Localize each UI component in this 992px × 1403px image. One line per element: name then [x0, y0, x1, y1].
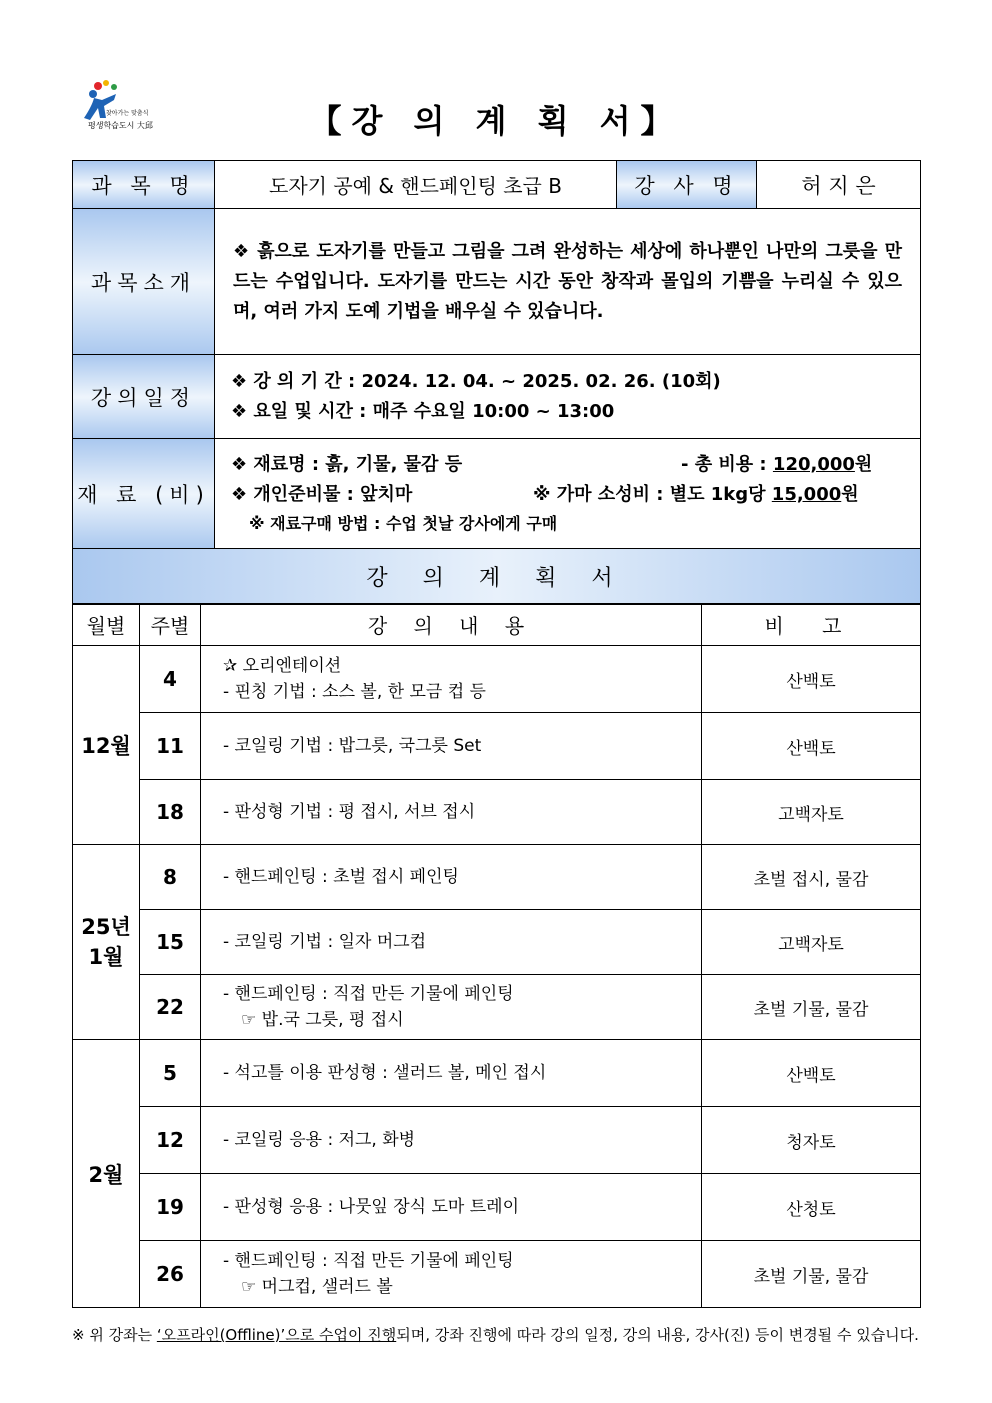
week-cell: 18 — [140, 780, 201, 845]
course-info-table — [72, 160, 921, 605]
week-cell: 5 — [140, 1040, 201, 1107]
personal-items: ❖ 개인준비물 : 앞치마 — [231, 483, 413, 505]
note-cell: 산백토 — [702, 713, 921, 780]
content-line: - 코일링 기법 : 일자 머그컵 — [201, 910, 702, 975]
table-row — [73, 1107, 921, 1174]
kiln-fee-value: 15,000 — [771, 483, 842, 505]
plan-section-title: 강 의 계 획 서 — [73, 549, 921, 605]
table-row — [73, 845, 921, 910]
table-row — [73, 646, 921, 713]
footer-suffix: 되며, 강좌 진행에 따라 강의 일정, 강의 내용, 강사(진) 등이 변경될 수 있습니다. — [396, 1326, 919, 1344]
content-line: - 석고틀 이용 판성형 : 샐러드 볼, 메인 접시 — [201, 1040, 702, 1107]
content-line: ✰ 오리엔테이션 — [223, 656, 342, 676]
week-cell: 15 — [140, 910, 201, 975]
schedule-time: ❖ 요일 및 시간 : 매주 수요일 10:00 ~ 13:00 — [231, 400, 615, 422]
content-line: ☞ 밥.국 그릇, 평 접시 — [241, 1010, 404, 1030]
kiln-fee-unit: 원 — [841, 483, 859, 505]
subject-value: 도자기 공예 & 핸드페인팅 초급 B — [215, 161, 617, 209]
total-cost-unit: 원 — [854, 453, 873, 475]
schedule-period: ❖ 강 의 기 간 : 2024. 12. 04. ~ 2025. 02. 26. (10회) — [231, 370, 721, 392]
content-line: - 핸드페인팅 : 직접 만든 기물에 페인팅 — [223, 984, 514, 1004]
logo-name: 평생학습도시 大邱 — [88, 121, 153, 130]
note-cell: 초벌 접시, 물감 — [702, 845, 921, 910]
month-cell: 2월 — [73, 1040, 140, 1308]
note-cell: 초벌 기물, 물감 — [702, 1241, 921, 1308]
table-row — [73, 1174, 921, 1241]
week-cell: 8 — [140, 845, 201, 910]
note-cell: 고백자토 — [702, 780, 921, 845]
intro-label: 과목소개 — [73, 209, 215, 355]
table-row — [73, 780, 921, 845]
week-cell: 11 — [140, 713, 201, 780]
content-line: - 판성형 기법 : 평 접시, 서브 접시 — [201, 780, 702, 845]
schedule-label: 강의일정 — [73, 355, 215, 439]
page-title: 【강 의 계 획 서】 — [309, 102, 683, 140]
header-month: 월별 — [73, 604, 140, 646]
note-cell: 초벌 기물, 물감 — [702, 975, 921, 1040]
month-cell: 25년 1월 — [73, 845, 140, 1040]
purchase-method: ※ 재료구매 방법 : 수업 첫날 강사에게 구매 — [249, 513, 558, 533]
week-cell: 26 — [140, 1241, 201, 1308]
subject-label: 과 목 명 — [73, 161, 215, 209]
content-line: ☞ 머그컵, 샐러드 볼 — [241, 1277, 393, 1297]
header-week: 주별 — [140, 604, 201, 646]
logo-tagline: 찾아가는 맞춤식 — [106, 110, 149, 117]
instructor-label: 강 사 명 — [617, 161, 757, 209]
content-line: - 핸드페인팅 : 초벌 접시 페인팅 — [201, 845, 702, 910]
instructor-value: 허 지 은 — [757, 161, 921, 209]
note-cell: 산백토 — [702, 646, 921, 713]
content-line: - 코일링 응용 : 저그, 화병 — [201, 1107, 702, 1174]
week-cell: 22 — [140, 975, 201, 1040]
table-row — [73, 1241, 921, 1308]
header-content: 강 의 내 용 — [201, 604, 702, 646]
table-row — [73, 975, 921, 1040]
footer-note — [72, 1325, 922, 1346]
footer-prefix: ※ 위 강좌는 — [72, 1326, 157, 1344]
footer-underlined: ‘오프라인(Offline)’으로 수업이 진행 — [156, 1326, 397, 1344]
total-cost-label: - 총 비용 : — [681, 453, 767, 475]
content-line: - 핸드페인팅 : 직접 만든 기물에 페인팅 — [223, 1251, 514, 1271]
note-cell: 청자토 — [702, 1107, 921, 1174]
table-row — [73, 1040, 921, 1107]
content-line: - 판성형 응용 : 나뭇잎 장식 도마 트레이 — [201, 1174, 702, 1241]
material-label: 재 료 (비) — [73, 439, 215, 549]
intro-text: ❖ 흙으로 도자기를 만들고 그림을 그려 완성하는 세상에 하나뿐인 나만의 그릇을 만드는 수업입니다. 도자기를 만드는 시간 동안 창작과 몰입의 기쁨을 누리실 수 있으며, 여러 가지 도예 기법을 배우실 수 있습니다. — [215, 209, 921, 355]
week-cell: 12 — [140, 1107, 201, 1174]
week-cell: 4 — [140, 646, 201, 713]
content-line: - 핀칭 기법 : 소스 볼, 한 모금 컵 등 — [223, 682, 486, 702]
table-row — [73, 713, 921, 780]
week-cell: 19 — [140, 1174, 201, 1241]
month-cell: 12월 — [73, 646, 140, 845]
note-cell: 산백토 — [702, 1040, 921, 1107]
kiln-fee-label: ※ 가마 소성비 : 별도 1kg당 — [533, 483, 766, 505]
note-cell: 산청토 — [702, 1174, 921, 1241]
header-note: 비 고 — [702, 604, 921, 646]
total-cost-value: 120,000 — [772, 453, 855, 475]
lecture-plan-table — [72, 603, 921, 1308]
table-row — [73, 910, 921, 975]
material-list: ❖ 재료명 : 흙, 기물, 물감 등 — [231, 453, 463, 475]
note-cell: 고백자토 — [702, 910, 921, 975]
content-line: - 코일링 기법 : 밥그릇, 국그릇 Set — [201, 713, 702, 780]
